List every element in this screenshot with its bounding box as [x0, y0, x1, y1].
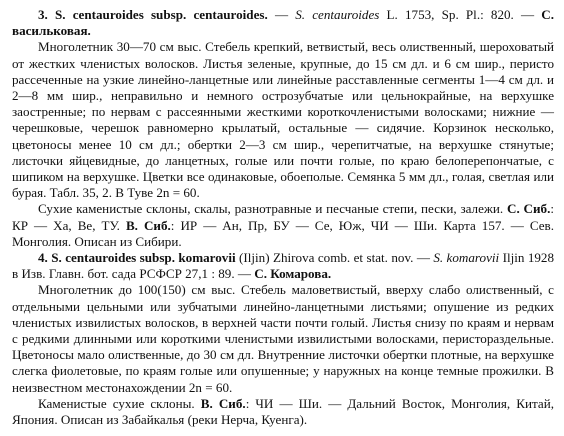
entry-3-taxon-name: S. centauroides subsp. centauroides.: [55, 7, 268, 22]
entry-4-citation: Iljin 1928 в Изв. Главн. бот. сада РСФСР 27,1 : 89. —: [12, 250, 555, 282]
entry-3-description: Многолетник 30—70 см выс. Стебель крепкий, ветвистый, весь олиственный, шероховатый от жестких члениcтых волосков. Листья зеленые, крупные, до 15 см дл. и 6 см шир., перисто рассеченные на узкие линейно-ланцетные или линейные расставленные сегменты 1—4 см дл. и 2—8 мм шир., неправильно и немного острозубчатые или цельнокрайные, на верхушке заостренные; по нервам с рассеянными жесткими короткочлениcтыми волосками; нижние — черешковые, черешок равномерно крылатый, остальные — сидячие. Корзинок несколько, цветоносы менее 10 см дл.; обертки 2—3 см шир., черепитчатые, на верхушке стянутые; листочки яйцевидные, до ланцетных, голые или почти голые, по краю белоперепончатые, с шипиком на верхушке. Цветки все одинаковые, обоеполые. Семянка 5 мм дл., голая, светлая или бурая. Табл. 35, 2. В Туве 2n = 60.: [12, 39, 554, 201]
entry-3-habitat: [12, 201, 554, 250]
entry-4-author: (Iljin) Zhirova comb. et stat. nov. —: [235, 250, 434, 266]
entry-4-description: Многолетник до 100(150) см выс. Стебель маловетвистый, вверху слабо олиственный, с отдельными цельными или зубчатыми линейно-ланцетными листьями; опушение из редких члениcтых извилистых волосков, в верхней части почти голый. Листья снизу по краям и нервам с редкими длинными или короткими члениcтыми извилистыми волосками, перистораздельные. Цветоносы мало олиственные, до 30 см дл. Внутренние листочки обертки плотные, на верхушке слегка фиолетовые, по краям голые или опушенные; у наружных на конце темные прожилки. В неизвестном местонахождении 2n = 60.: [12, 282, 554, 395]
entry-3-heading: [12, 7, 554, 39]
entry-4-synonym: S. komarovii: [433, 250, 500, 266]
entry-4-taxon-name: S. centauroides subsp. komarovii: [51, 250, 236, 266]
entry-4-heading: [12, 250, 554, 282]
entry-3-habitat-text-2: : КР — Ха, Ве, ТУ.: [12, 201, 555, 233]
entry-4-number: 4.: [38, 250, 48, 266]
entry-4-region-east-siberia: В. Сиб.: [200, 395, 246, 411]
entry-3-habitat-text-1: Сухие каменистые склоны, скалы, разнотравные и песчаные степи, пески, залежи.: [38, 201, 508, 217]
entry-4-common-name: С. Комарова.: [254, 266, 332, 282]
entry-3-synonym: S. centauroides: [295, 7, 380, 22]
entry-4-habitat: [12, 396, 554, 428]
entry-3-dash: —: [267, 7, 296, 22]
entry-4-habitat-text-1: Каменистые сухие склоны.: [38, 395, 201, 411]
entry-3-number: 3.: [38, 7, 48, 22]
entry-3-region-east-siberia: В. Сиб.: [125, 217, 171, 233]
entry-3-region-central-siberia: С. Сиб.: [507, 201, 551, 217]
entry-3-citation: L. 1753, Sp. Pl.: 820. —: [379, 7, 535, 22]
entry-3-habitat-text-3: : ИР — Ан, Пр, БУ — Се, Юж, ЧИ — Ши. Карта 157. — Сев. Монголия. Описан из Сибири.: [12, 217, 554, 249]
entry-4-habitat-text-2: : ЧИ — Ши. — Дальний Восток, Монголия, Китай, Япония. Описан из Забайкалья (реки Нерча, Куенга).: [12, 395, 554, 428]
entry-3-common-name: С. васильковая.: [12, 7, 555, 39]
